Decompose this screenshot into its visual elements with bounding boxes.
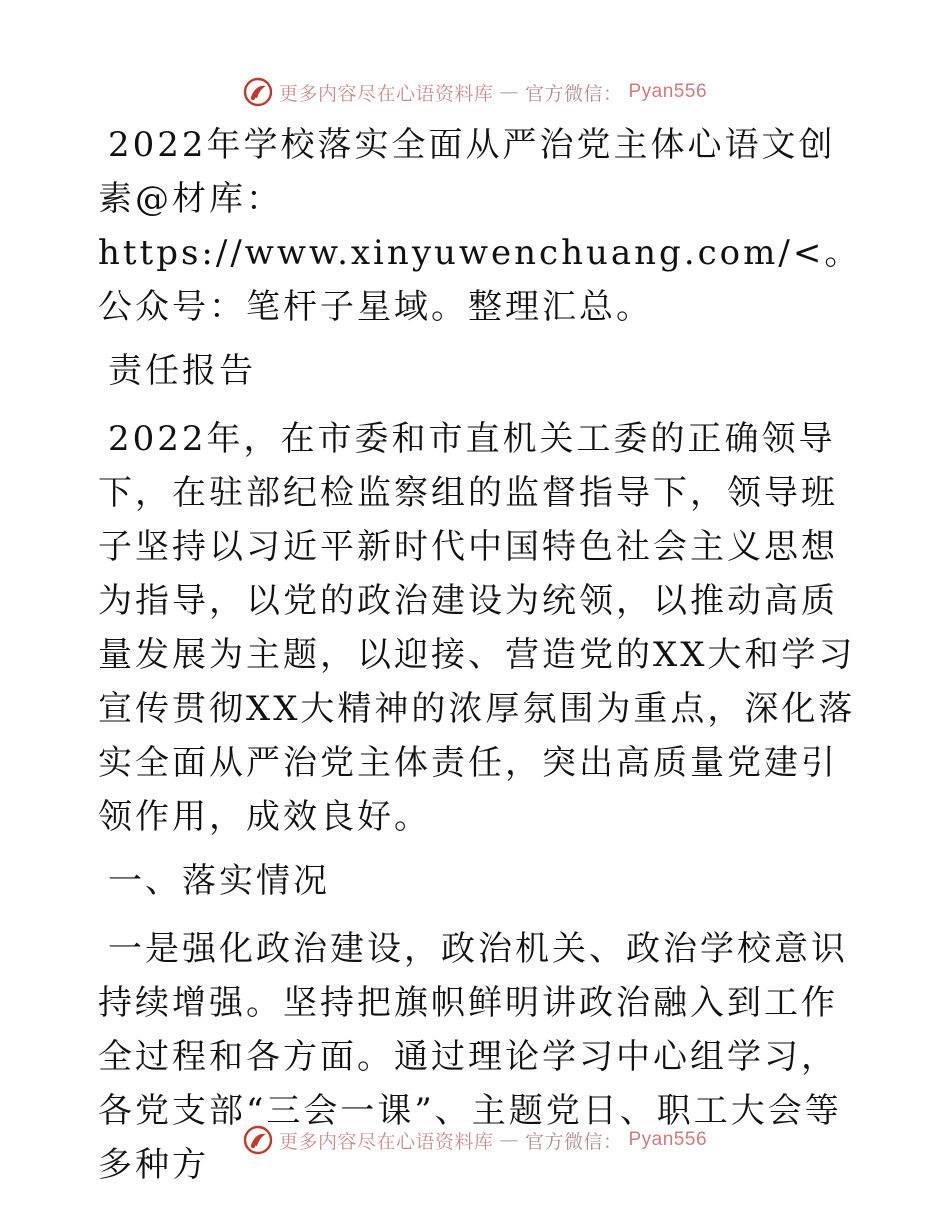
paragraph-political-construction: 一是强化政治建设，政治机关、政治学校意识持续增强。坚持把旗帜鲜明讲政治融入到工作全过程和各方面。通过理论学习中心组学习，各党支部“三会一课”、主题党日、职工大会等多种方 (98, 929, 848, 1185)
watermark-label: 官方微信： (524, 1130, 623, 1153)
watermark-footer (0, 1120, 950, 1160)
watermark-header (0, 72, 950, 112)
watermark-wechat-id: Pyan556 (628, 1129, 708, 1150)
intro-paragraph: 2022年学校落实全面从严治党主体心语文创素@材库：https://www.xinyuwenchuang.com/<。公众号：笔杆子星域。整理汇总。 (98, 125, 862, 327)
watermark-text: 更多内容尽在心语资料库 (278, 1130, 494, 1153)
watermark-separator: — (499, 1129, 519, 1151)
watermark-text: 更多内容尽在心语资料库 (278, 82, 494, 105)
document-title: 责任报告 (108, 351, 256, 391)
watermark-wechat-id: Pyan556 (628, 81, 708, 102)
section-heading-implementation: 一、落实情况 (108, 861, 330, 901)
logo-icon (243, 1125, 273, 1155)
watermark-separator: — (499, 81, 519, 103)
logo-icon (243, 77, 273, 107)
watermark-label: 官方微信： (524, 82, 623, 105)
document-body (98, 118, 862, 1202)
paragraph-overview: 2022年，在市委和市直机关工委的正确领导下，在驻部纪检监察组的监督指导下，领导班子坚持以习近平新时代中国特色社会主义思想为指导，以党的政治建设为统领，以推动高质量发展为主题，以迎接、营造党的XX大和学习宣传贯彻XX大精神的浓厚氛围为重点，深化落实全面从严治党主体责任，突出高质量党建引领作用，成效良好。 (98, 419, 856, 837)
